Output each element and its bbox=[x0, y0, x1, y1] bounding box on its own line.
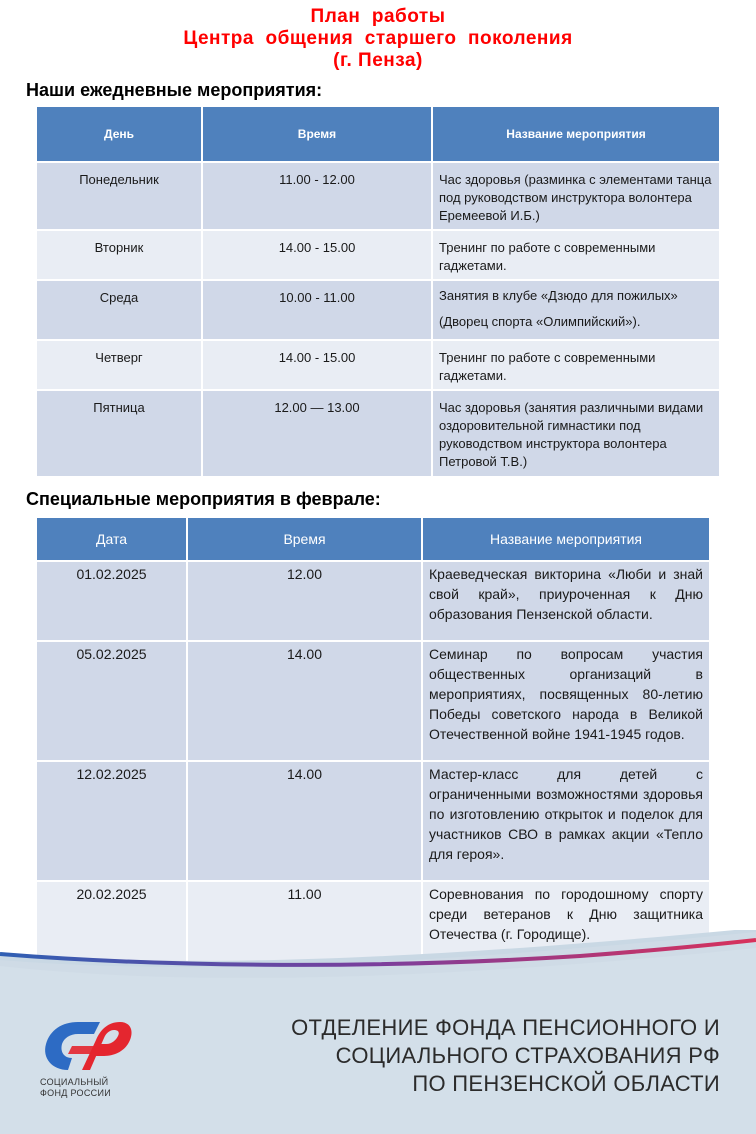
day-cell: Понедельник bbox=[37, 162, 202, 230]
day-cell: Среда bbox=[37, 280, 202, 340]
org-line-1: ОТДЕЛЕНИЕ ФОНДА ПЕНСИОННОГО И bbox=[291, 1015, 720, 1040]
table-row bbox=[37, 230, 719, 280]
february-heading: Специальные мероприятия в феврале: bbox=[26, 489, 381, 509]
event-cell: Тренинг по работе с современными гаджетами. bbox=[432, 340, 719, 390]
org-line-3: ПО ПЕНЗЕНСКОЙ ОБЛАСТИ bbox=[412, 1071, 720, 1096]
table-row bbox=[37, 162, 719, 230]
time-cell: 12.00 bbox=[187, 561, 422, 641]
daily-table bbox=[37, 107, 719, 476]
date-cell: 20.02.2025 bbox=[37, 881, 187, 961]
logo-line-1: СОЦИАЛЬНЫЙ bbox=[40, 1077, 109, 1087]
table-header-row bbox=[37, 518, 709, 561]
column-header-event: Название мероприятия bbox=[432, 107, 719, 162]
column-header-date: Дата bbox=[37, 518, 187, 561]
february-table bbox=[37, 518, 709, 961]
title-line-1: План работы bbox=[310, 6, 446, 27]
day-cell: Вторник bbox=[37, 230, 202, 280]
time-cell: 11.00 bbox=[187, 881, 422, 961]
event-cell: Мастер-класс для детей с ограниченными возможностями здоровья по изготовлению открыток и поделок для участников СВО в рамках акции «Тепло для героя». bbox=[422, 761, 709, 881]
title-line-3: (г. Пенза) bbox=[333, 50, 423, 71]
event-line-2: (Дворец спорта «Олимпийский»). bbox=[439, 314, 641, 329]
time-cell: 14.00 - 15.00 bbox=[202, 230, 432, 280]
date-cell: 05.02.2025 bbox=[37, 641, 187, 761]
event-cell: Час здоровья (занятия различными видами оздоровительной гимнастики под руководством инструктора волонтера Петровой Т.В.) bbox=[432, 390, 719, 476]
logo-line-2: ФОНД РОССИИ bbox=[40, 1088, 111, 1098]
event-line-1: Занятия в клубе «Дзюдо для пожилых» bbox=[439, 288, 678, 303]
column-header-time: Время bbox=[202, 107, 432, 162]
event-cell: Тренинг по работе с современными гаджетами. bbox=[432, 230, 719, 280]
column-header-day: День bbox=[37, 107, 202, 162]
table-row bbox=[37, 561, 709, 641]
date-cell: 12.02.2025 bbox=[37, 761, 187, 881]
time-cell: 14.00 - 15.00 bbox=[202, 340, 432, 390]
time-cell: 14.00 bbox=[187, 761, 422, 881]
table-row bbox=[37, 641, 709, 761]
time-cell: 11.00 - 12.00 bbox=[202, 162, 432, 230]
page-title bbox=[0, 6, 756, 72]
event-cell: Семинар по вопросам участия общественных организаций в мероприятиях, посвященных 80-летию Победы советского народа в Великой Отечественной войне 1941-1945 годов. bbox=[422, 641, 709, 761]
column-header-event: Название мероприятия bbox=[422, 518, 709, 561]
table-header-row bbox=[37, 107, 719, 162]
event-cell bbox=[432, 280, 719, 340]
day-cell: Пятница bbox=[37, 390, 202, 476]
event-cell: Час здоровья (разминка с элементами танца под руководством инструктора волонтера Еремеевой И.Б.) bbox=[432, 162, 719, 230]
table-row bbox=[37, 340, 719, 390]
organization-name bbox=[291, 1014, 720, 1098]
title-line-2: Центра общения старшего поколения bbox=[183, 28, 573, 49]
table-row bbox=[37, 390, 719, 476]
table-row bbox=[37, 761, 709, 881]
column-header-time: Время bbox=[187, 518, 422, 561]
time-cell: 10.00 - 11.00 bbox=[202, 280, 432, 340]
social-fund-logo-icon bbox=[38, 1000, 134, 1076]
day-cell: Четверг bbox=[37, 340, 202, 390]
date-cell: 01.02.2025 bbox=[37, 561, 187, 641]
logo-caption bbox=[40, 1077, 111, 1099]
daily-heading: Наши ежедневные мероприятия: bbox=[26, 80, 323, 100]
table-row bbox=[37, 280, 719, 340]
event-cell: Краеведческая викторина «Люби и знай свой край», приуроченная к Дню образования Пензенской области. bbox=[422, 561, 709, 641]
time-cell: 14.00 bbox=[187, 641, 422, 761]
event-cell: Соревнования по городошному спорту среди ветеранов к Дню защитника Отечества (г. Городище). bbox=[422, 881, 709, 961]
time-cell: 12.00 — 13.00 bbox=[202, 390, 432, 476]
org-line-2: СОЦИАЛЬНОГО СТРАХОВАНИЯ РФ bbox=[335, 1043, 720, 1068]
